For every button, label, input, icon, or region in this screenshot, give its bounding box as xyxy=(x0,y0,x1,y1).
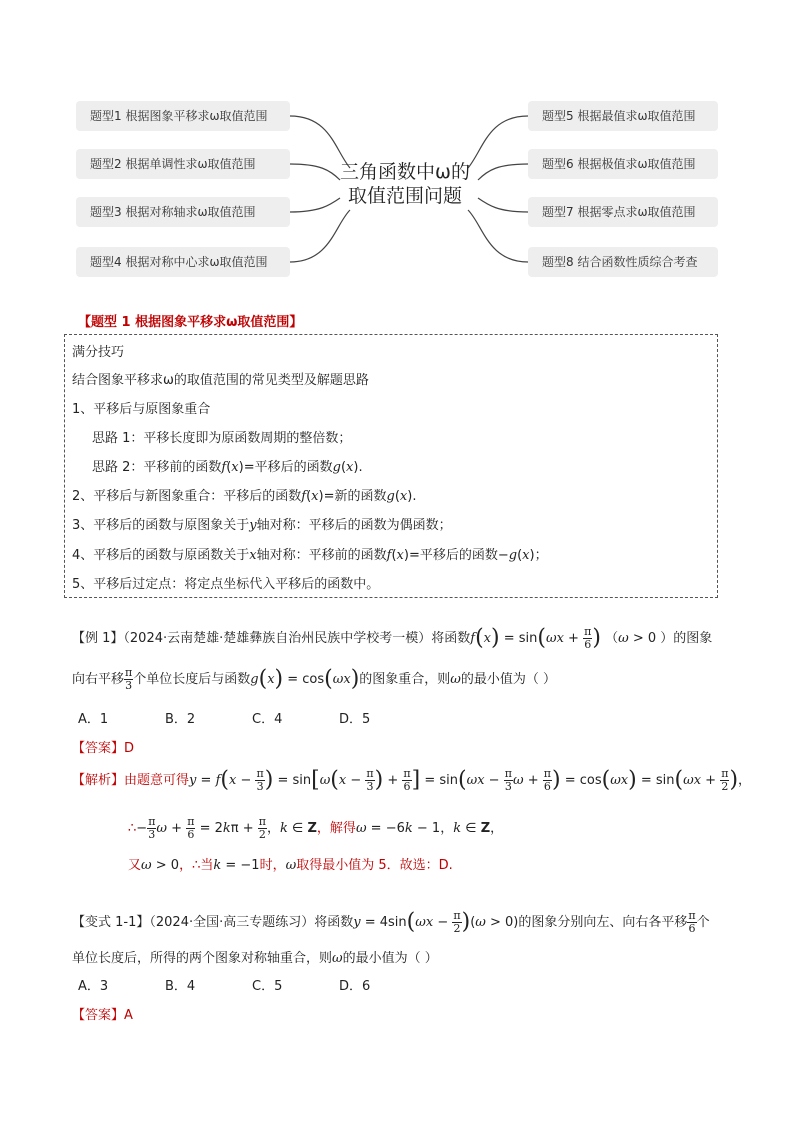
variant1-option-a: A．3 xyxy=(78,979,109,994)
section-heading: 【题型 1 根据图象平移求ω取值范围】 xyxy=(78,315,303,330)
mindmap-right-item-7: 题型7 根据零点求ω取值范围 xyxy=(528,197,718,227)
variant1-option-d: D．6 xyxy=(339,979,371,994)
tips-item-3: 3、平移后的函数与原图象关于y轴对称：平移后的函数为偶函数； xyxy=(72,518,452,533)
mindmap-right-item-5: 题型5 根据最值求ω取值范围 xyxy=(528,101,718,131)
variant1-question-line1: 【变式 1-1】（2024·全国·高三专题练习）将函数y = 4sin(ωx − $\frac{\pi}{2}$ )(ω > 0)的图象分别向左、向右各平移 $\frac{\pi}{6}$ 个 xyxy=(72,909,710,935)
center-title-line2: 取值范围问题 xyxy=(347,185,462,207)
example1-analysis-line1: 【解析】由题意可得y = f(x − $\frac{\pi}{3}$ ) = sin[ω(x − $\frac{\pi}{3}$ ) + $\frac{\pi}{6}$ ] = sin(ωx − $\frac{\pi}{3}$ ω + $\frac{\pi}{6}$ ) = cos(ωx) = sin(ωx + $\frac{\pi}{2}$ )， xyxy=(72,767,752,793)
variant1-option-b: B．4 xyxy=(165,979,196,994)
mindmap-right-item-8: 题型8 结合函数性质综合考查 xyxy=(528,247,718,277)
tips-item-2: 2、平移后与新图象重合：平移后的函数f(x)=新的函数g(x). xyxy=(72,489,417,504)
variant1-option-c: C．5 xyxy=(252,979,283,994)
example1-option-d: D．5 xyxy=(339,712,371,727)
example1-option-b: B．2 xyxy=(165,712,196,727)
variant1-question-line2: 单位长度后，所得的两个图象对称轴重合，则ω的最小值为（ ） xyxy=(72,951,438,966)
mindmap-left-item-4: 题型4 根据对称中心求ω取值范围 xyxy=(76,247,290,277)
example1-option-a: A．1 xyxy=(78,712,109,727)
example1-analysis-line2: ∴− $\frac{\pi}{3}$ ω + $\frac{\pi}{6}$ = 2kπ + $\frac{\pi}{2}$ ，k ∈ Z，解得ω = −6k − 1，k ∈ Z， xyxy=(128,815,504,841)
tips-idea-2: 思路 2：平移前的函数f(x)=平移后的函数g(x). xyxy=(92,460,363,475)
tips-intro: 结合图象平移求ω的取值范围的常见类型及解题思路 xyxy=(72,373,369,388)
variant1-answer: 【答案】A xyxy=(72,1008,133,1023)
tips-title: 满分技巧 xyxy=(72,345,125,360)
mindmap-left-item-1: 题型1 根据图象平移求ω取值范围 xyxy=(76,101,290,131)
example1-option-c: C．4 xyxy=(252,712,283,727)
tips-item-4: 4、平移后的函数与原函数关于x轴对称：平移前的函数f(x)=平移后的函数−g(x)； xyxy=(72,548,548,563)
tips-idea-1: 思路 1：平移长度即为原函数周期的整倍数； xyxy=(92,431,352,446)
mindmap-right-item-6: 题型6 根据极值求ω取值范围 xyxy=(528,149,718,179)
tips-item-5: 5、平移后过定点：将定点坐标代入平移后的函数中。 xyxy=(72,577,380,592)
mindmap-left-item-2: 题型2 根据单调性求ω取值范围 xyxy=(76,149,290,179)
example1-answer: 【答案】D xyxy=(72,741,135,756)
tips-item-1: 1、平移后与原图象重合 xyxy=(72,402,211,417)
mindmap-left-item-3: 题型3 根据对称轴求ω取值范围 xyxy=(76,197,290,227)
example1-question-line2: 向右平移 $\frac{\pi}{3}$ 个单位长度后与函数g(x) = cos(ωx)的图象重合，则ω的最小值为（ ） xyxy=(72,666,557,692)
mindmap-center-title xyxy=(330,160,480,208)
center-title-line1: 三角函数中ω的 xyxy=(340,161,470,183)
example1-analysis-line3: 又ω > 0，∴当k = −1时，ω取得最小值为 5．故选：D. xyxy=(128,858,453,873)
example1-question-line1: 【例 1】（2024·云南楚雄·楚雄彝族自治州民族中学校考一模）将函数f(x) = sin(ωx + $\frac{\pi}{6}$ ) （ω > 0 ）的图象 xyxy=(72,625,713,651)
